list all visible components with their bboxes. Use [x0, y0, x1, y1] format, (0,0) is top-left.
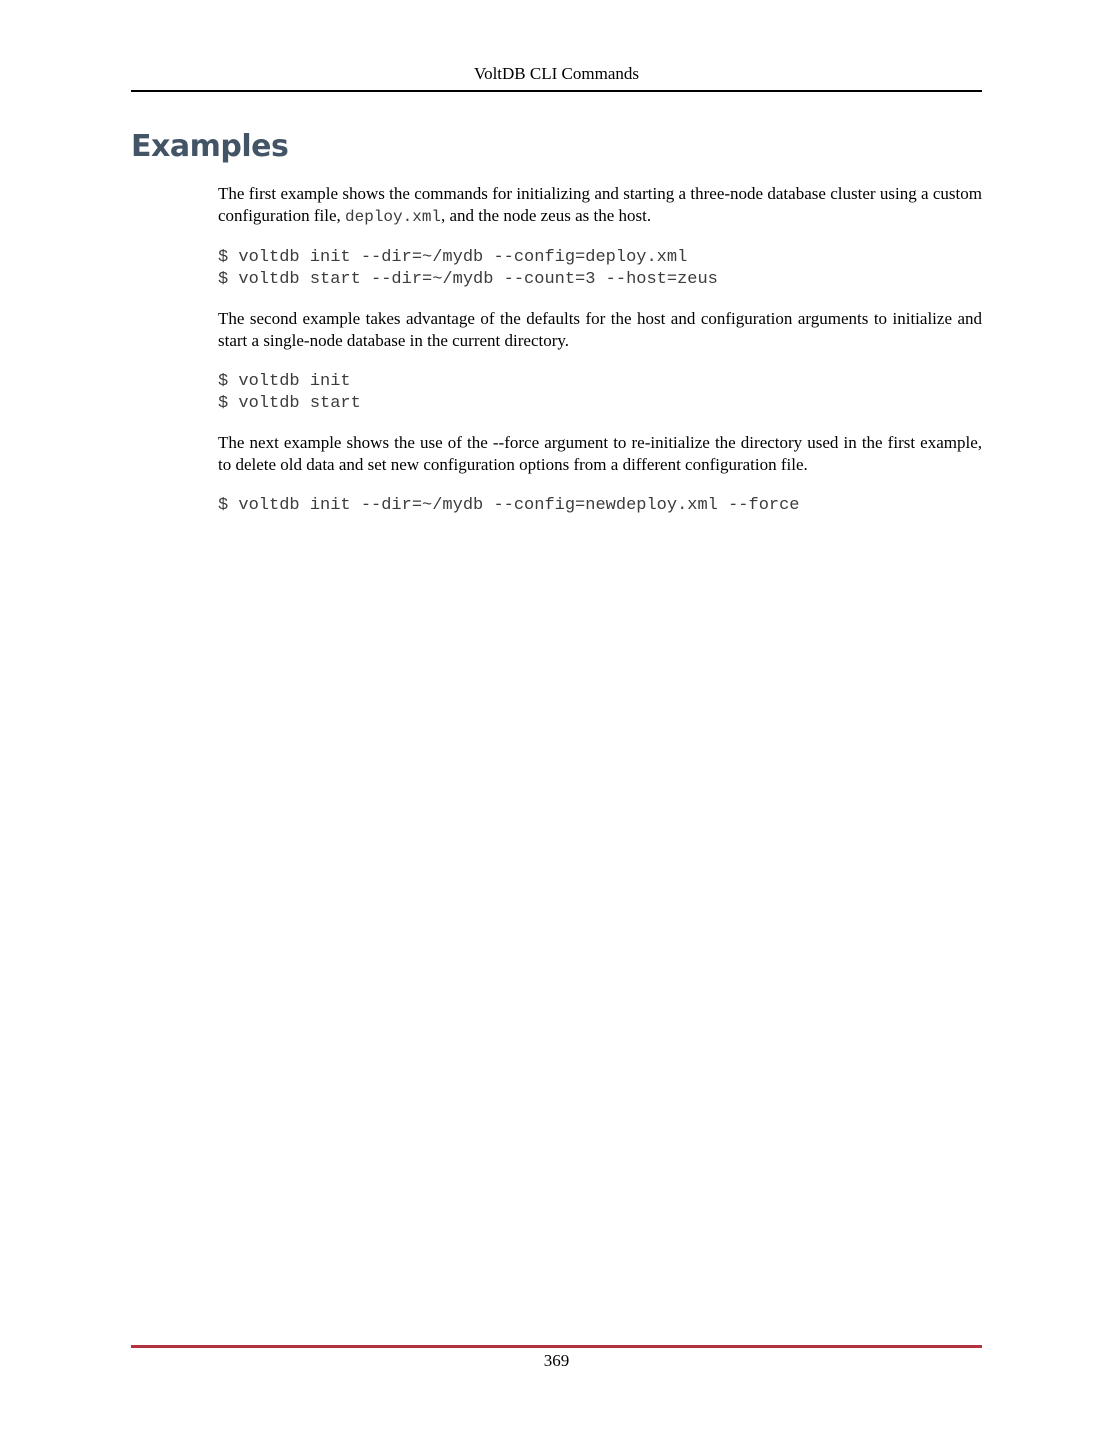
code-line: $ voltdb init [218, 372, 351, 391]
header-divider [131, 90, 982, 92]
code-line: $ voltdb start [218, 394, 361, 413]
inline-code-filename: deploy.xml [345, 208, 442, 226]
code-line: $ voltdb init --dir=~/mydb --config=deploy.xml [218, 248, 688, 267]
paragraph-1-text-before: The first example shows the commands for initializing and starting a three-node database cluster using a custom configuration file, [218, 184, 982, 225]
code-line: $ voltdb start --dir=~/mydb --count=3 --host=zeus [218, 270, 718, 289]
code-block-1 [218, 247, 718, 291]
running-header: VoltDB CLI Commands [474, 64, 639, 83]
code-line: $ voltdb init --dir=~/mydb --config=newdeploy.xml --force [218, 496, 800, 515]
footer-divider [131, 1345, 982, 1348]
example-paragraph-2: The second example takes advantage of the defaults for the host and configuration arguments to initialize and start a single-node database in the current directory. [218, 309, 982, 350]
section-title: Examples [131, 129, 289, 164]
paragraph-1-text-after: , and the node zeus as the host. [441, 206, 652, 225]
code-block-3 [218, 495, 800, 517]
example-paragraph-1 [218, 183, 982, 228]
example-paragraph-3: The next example shows the use of the --force argument to re-initialize the directory used in the first example, to delete old data and set new configuration options from a different configuration file. [218, 433, 982, 474]
code-block-2 [218, 371, 361, 415]
page-number: 369 [543, 1351, 570, 1370]
